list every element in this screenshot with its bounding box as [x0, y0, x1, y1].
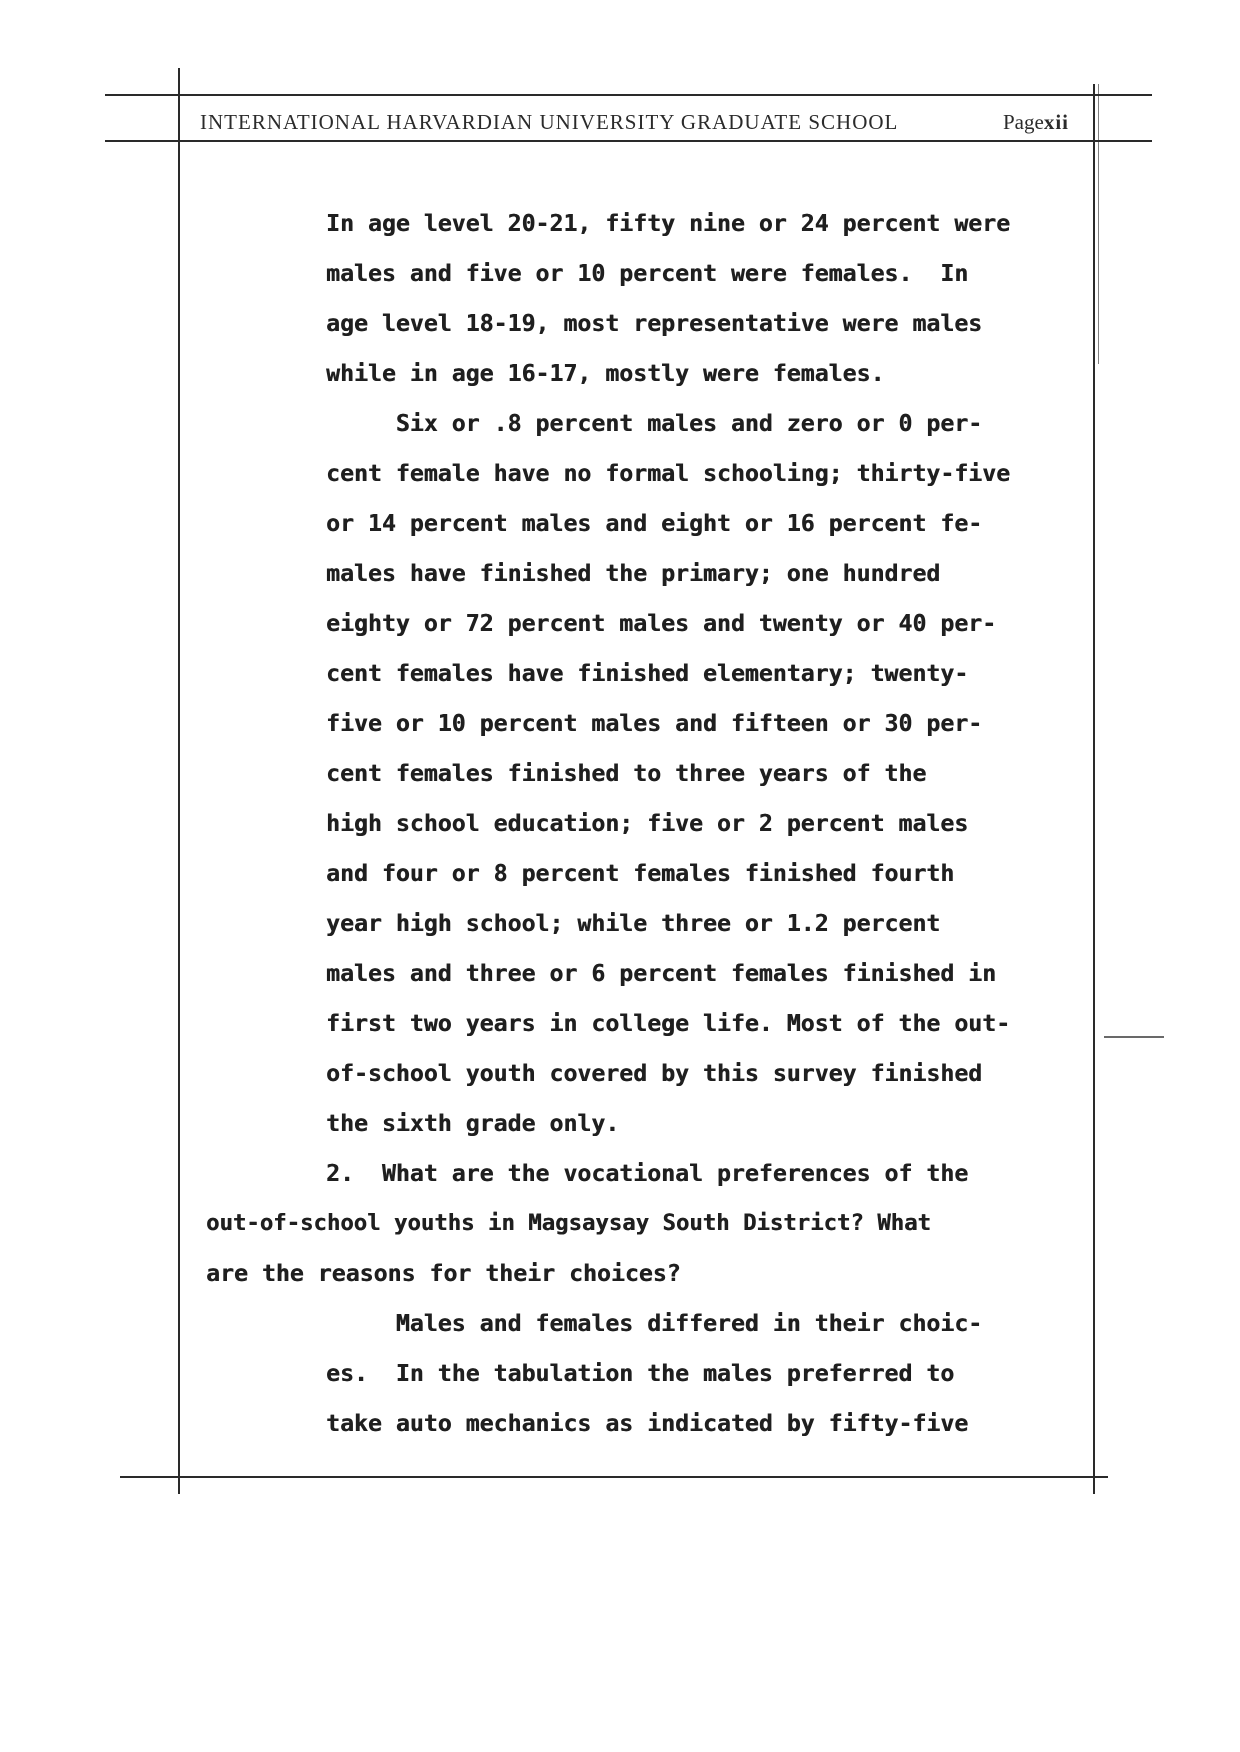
body-line: first two years in college life. Most of the out-: [326, 1010, 1011, 1037]
body-line: the sixth grade only.: [326, 1110, 620, 1137]
right-margin-rule: [1093, 84, 1095, 1494]
header-bottom-rule: [105, 140, 1152, 142]
page-number: [1003, 110, 1069, 135]
body-line: five or 10 percent males and fifteen or 30 per-: [326, 710, 983, 737]
body-line: Six or .8 percent males and zero or 0 per-: [326, 410, 983, 437]
body-line: es. In the tabulation the males preferred to: [326, 1360, 955, 1387]
body-line: high school education; five or 2 percent males: [326, 810, 969, 837]
right-margin-tick: [1104, 1036, 1164, 1038]
body-line: or 14 percent males and eight or 16 percent fe-: [326, 510, 983, 537]
header-top-rule: [105, 94, 1152, 96]
body-line: males have finished the primary; one hundred: [326, 560, 941, 587]
body-line: cent females finished to three years of the: [326, 760, 927, 787]
page-numeral: xii: [1043, 110, 1069, 134]
body-line: while in age 16-17, mostly were females.: [326, 360, 885, 387]
body-line: cent female have no formal schooling; thirty-five: [326, 460, 1011, 487]
header-institution: INTERNATIONAL HARVARDIAN UNIVERSITY GRADUATE SCHOOL: [200, 110, 899, 134]
body-line: males and three or 6 percent females finished in: [326, 960, 997, 987]
question-line: are the reasons for their choices?: [206, 1260, 681, 1287]
right-margin-rule-outer: [1098, 84, 1099, 364]
body-line: Males and females differed in their choic-: [326, 1310, 983, 1337]
footer-rule: [120, 1476, 1108, 1478]
body-line: In age level 20-21, fifty nine or 24 percent were: [326, 210, 1011, 237]
body-line: males and five or 10 percent were females. In: [326, 260, 969, 287]
body-line: and four or 8 percent females finished fourth: [326, 860, 955, 887]
question-line: 2. What are the vocational preferences of the: [326, 1160, 969, 1187]
body-line: take auto mechanics as indicated by fifty-five: [326, 1410, 969, 1437]
body-line: of-school youth covered by this survey finished: [326, 1060, 983, 1087]
body-line: age level 18-19, most representative were males: [326, 310, 983, 337]
question-line: out-of-school youths in Magsaysay South District? What: [206, 1210, 931, 1236]
left-margin-rule: [178, 68, 180, 1494]
body-line: eighty or 72 percent males and twenty or 40 per-: [326, 610, 997, 637]
body-line: cent females have finished elementary; twenty-: [326, 660, 969, 687]
page-label: Page: [1003, 110, 1044, 134]
body-line: year high school; while three or 1.2 percent: [326, 910, 941, 937]
